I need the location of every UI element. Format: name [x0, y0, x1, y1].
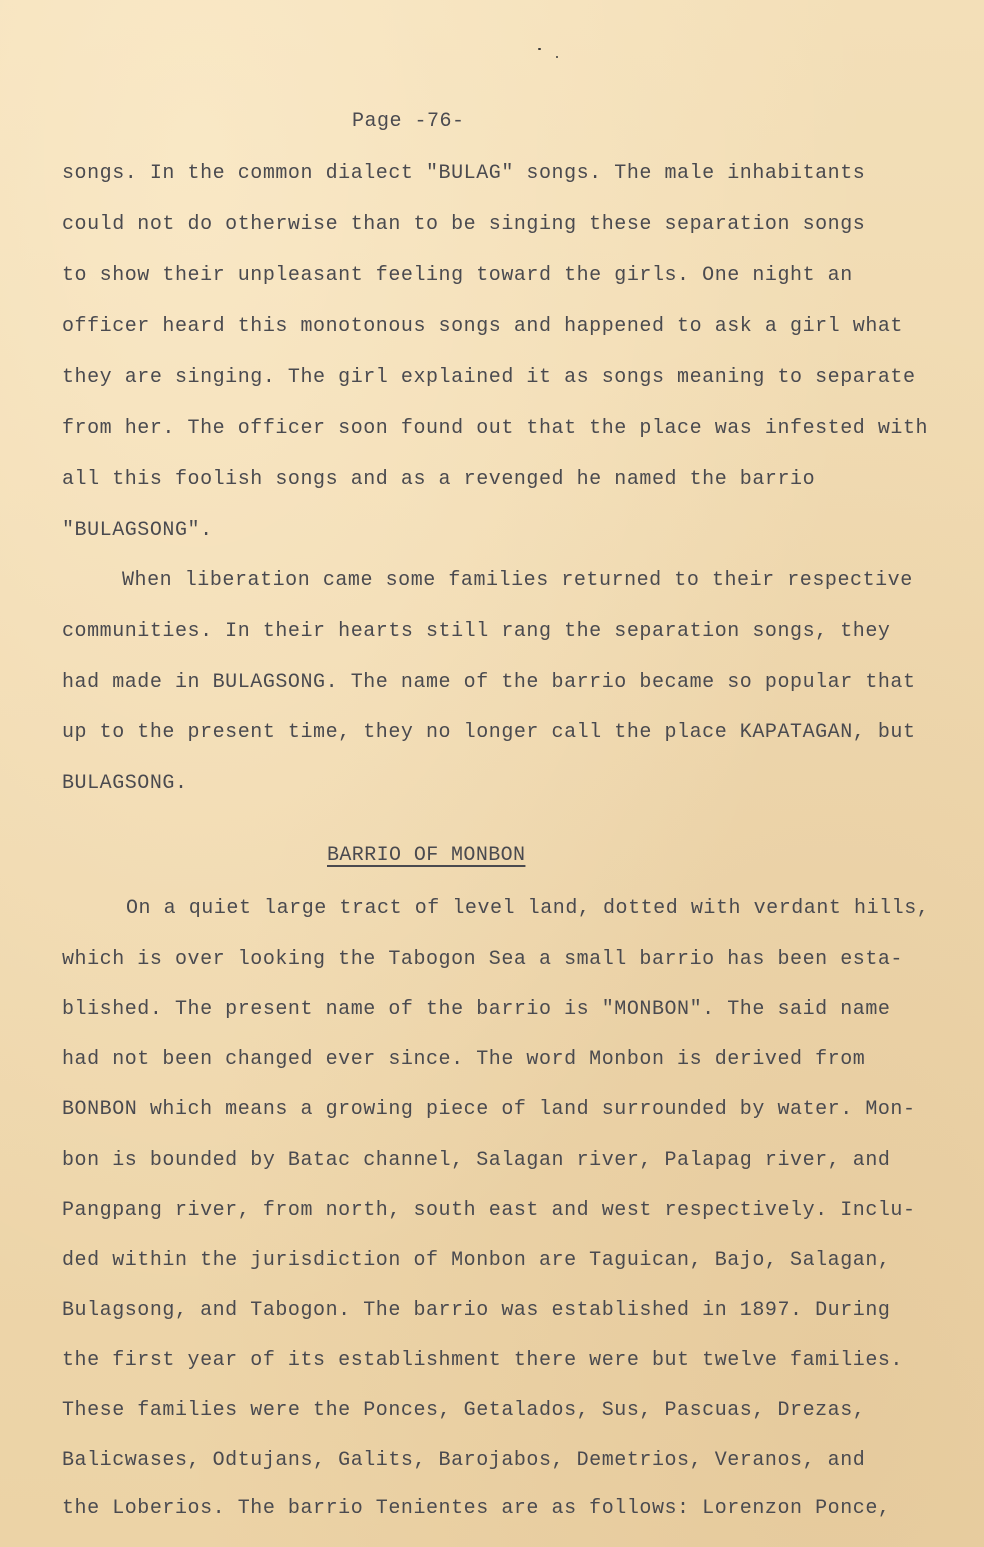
section-heading: BARRIO OF MONBON: [327, 844, 526, 867]
text-line: which is over looking the Tabogon Sea a small barrio has been esta-: [62, 948, 903, 971]
paragraph-first-line: On a quiet large tract of level land, dotted with verdant hills,: [126, 897, 930, 920]
text-line: to show their unpleasant feeling toward the girls. One night an: [62, 264, 853, 287]
text-line: all this foolish songs and as a revenged he named the barrio: [62, 468, 816, 491]
page-number: Page -76-: [352, 110, 465, 133]
text-line: communities. In their hearts still rang the separation songs, they: [62, 620, 891, 643]
text-line: Pangpang river, from north, south east and west respectively. Inclu-: [62, 1199, 916, 1222]
text-line: had made in BULAGSONG. The name of the barrio became so popular that: [62, 671, 916, 694]
text-line: These families were the Ponces, Getalados, Sus, Pascuas, Drezas,: [62, 1399, 866, 1422]
text-line: Bulagsong, and Tabogon. The barrio was established in 1897. During: [62, 1299, 891, 1322]
text-line: could not do otherwise than to be singing these separation songs: [62, 213, 866, 236]
text-line: ded within the jurisdiction of Monbon are Taguican, Bajo, Salagan,: [62, 1249, 891, 1272]
text-line: from her. The officer soon found out that the place was infested with: [62, 417, 929, 440]
ink-speck: [556, 56, 558, 58]
text-line: bon is bounded by Batac channel, Salagan river, Palapag river, and: [62, 1149, 891, 1172]
text-line: the first year of its establishment there were but twelve families.: [62, 1349, 903, 1372]
text-line: songs. In the common dialect "BULAG" songs. The male inhabitants: [62, 162, 866, 185]
text-line: BONBON which means a growing piece of land surrounded by water. Mon-: [62, 1098, 916, 1121]
text-line: the Loberios. The barrio Tenientes are as follows: Lorenzon Ponce,: [62, 1497, 891, 1520]
text-line: they are singing. The girl explained it as songs meaning to separate: [62, 366, 916, 389]
text-line: up to the present time, they no longer call the place KAPATAGAN, but: [62, 721, 916, 744]
ink-speck: [538, 48, 541, 50]
text-line: had not been changed ever since. The word Monbon is derived from: [62, 1048, 866, 1071]
text-line: "BULAGSONG".: [62, 519, 213, 542]
text-line: officer heard this monotonous songs and happened to ask a girl what: [62, 315, 903, 338]
paragraph-first-line: When liberation came some families returned to their respective: [122, 569, 913, 592]
text-line: Balicwases, Odtujans, Galits, Barojabos, Demetrios, Veranos, and: [62, 1449, 866, 1472]
text-line: BULAGSONG.: [62, 772, 188, 795]
text-line: blished. The present name of the barrio is "MONBON". The said name: [62, 998, 891, 1021]
